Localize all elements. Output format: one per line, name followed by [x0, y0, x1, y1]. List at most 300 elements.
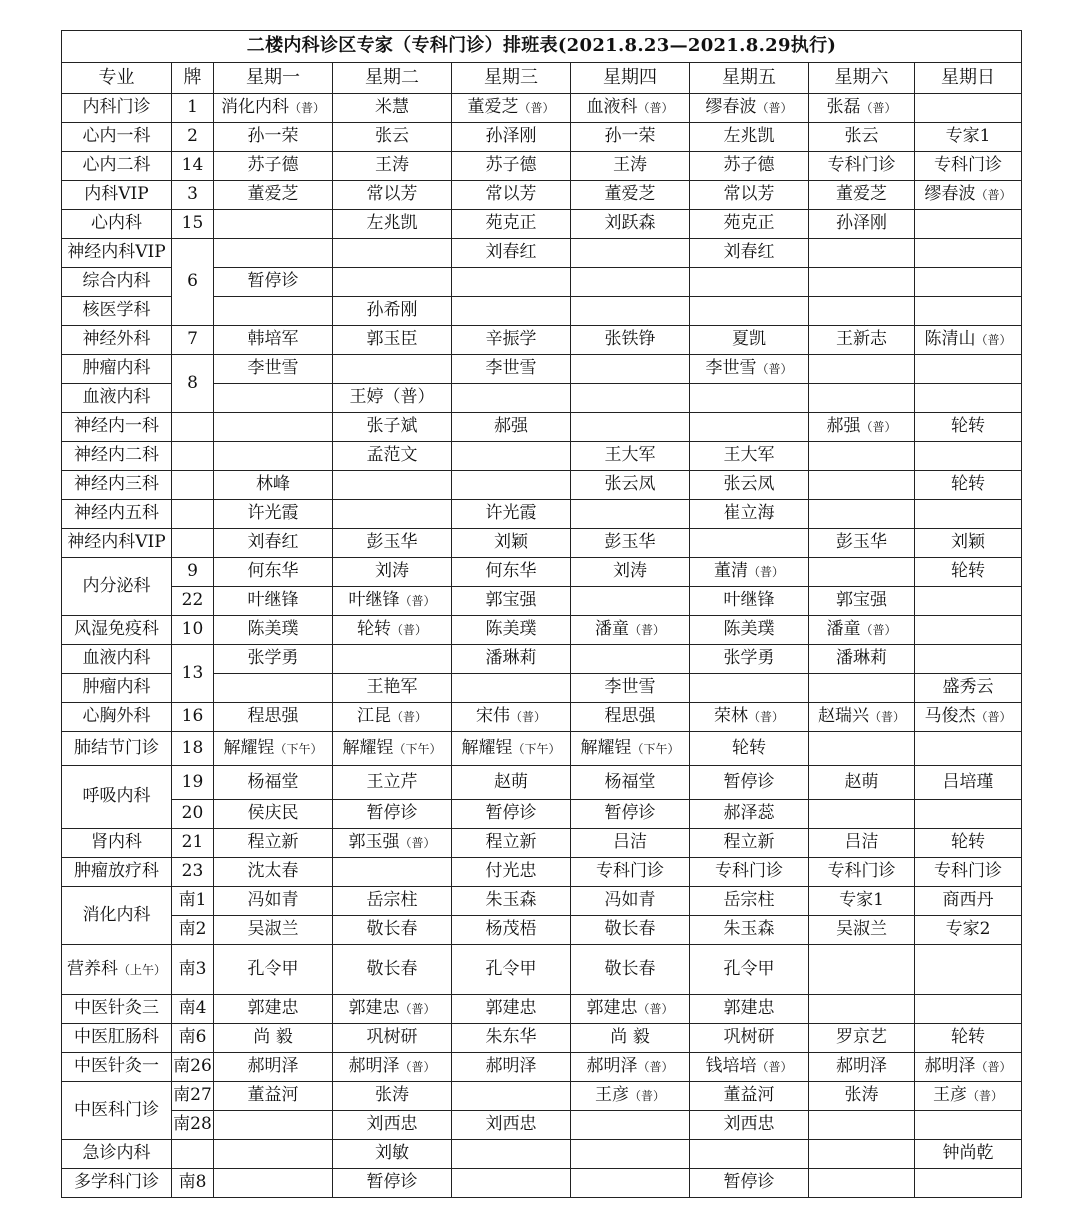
table-cell	[452, 210, 571, 239]
table-cell	[690, 1082, 809, 1111]
cell-text: 侯庆民	[247, 803, 299, 824]
table-cell	[915, 442, 1022, 471]
table-cell	[809, 123, 915, 152]
table-row	[62, 471, 1022, 500]
cell-note: （普）	[860, 623, 897, 638]
cell-text: 暂停诊	[723, 771, 775, 792]
table-cell	[690, 384, 809, 413]
table-cell	[690, 442, 809, 471]
cell-text: 苏子德	[485, 155, 537, 176]
cell-text: 9	[187, 561, 198, 582]
cell-text: 南26	[173, 1056, 212, 1077]
cell-text: 专科门诊	[596, 861, 664, 882]
cell-text: 罗京艺	[836, 1027, 887, 1048]
table-cell	[809, 471, 915, 500]
table-cell	[62, 1024, 172, 1053]
cell-text: 轮转	[951, 416, 985, 437]
cell-text: 刘春红	[247, 532, 299, 553]
table-cell	[571, 829, 690, 858]
cell-text: 刘颖	[951, 532, 985, 553]
table-cell	[172, 645, 214, 703]
table-cell	[809, 995, 915, 1024]
column-header: 专业	[62, 63, 172, 94]
table-cell	[809, 94, 915, 123]
cell-text: 苏子德	[723, 155, 775, 176]
cell-note: （普）	[390, 710, 427, 725]
cell-text: 神经内五科	[74, 503, 159, 524]
table-cell	[333, 995, 452, 1024]
column-header: 星期六	[809, 63, 915, 94]
table-cell	[62, 995, 172, 1024]
table-cell	[214, 529, 333, 558]
table-cell	[62, 616, 172, 645]
table-cell	[452, 500, 571, 529]
cell-text: 钱培培	[705, 1056, 757, 1077]
table-cell	[62, 123, 172, 152]
table-cell	[915, 1111, 1022, 1140]
cell-text: 王涛	[375, 155, 409, 176]
table-row	[62, 732, 1022, 766]
table-cell	[214, 123, 333, 152]
table-cell	[333, 152, 452, 181]
cell-text: 王大军	[723, 445, 775, 466]
table-cell	[62, 442, 172, 471]
cell-text: 轮转	[951, 1027, 985, 1048]
cell-note: （普）	[756, 362, 793, 377]
table-cell	[452, 616, 571, 645]
table-cell	[62, 152, 172, 181]
cell-text: 10	[181, 619, 204, 640]
table-cell	[172, 413, 214, 442]
table-cell	[214, 442, 333, 471]
cell-text: 解耀锃	[342, 737, 394, 758]
table-cell	[690, 529, 809, 558]
cell-text: 缪春波	[705, 97, 757, 118]
table-cell	[333, 1082, 452, 1111]
table-cell	[571, 413, 690, 442]
table-cell	[62, 1082, 172, 1140]
table-cell	[172, 995, 214, 1024]
cell-text: 程立新	[723, 832, 775, 853]
table-cell	[915, 355, 1022, 384]
cell-text: 暂停诊	[247, 271, 299, 292]
cell-text: 敬长春	[604, 919, 656, 940]
table-cell	[62, 766, 172, 829]
cell-text: 叶继锋	[247, 590, 299, 611]
cell-text: 常以芳	[366, 184, 418, 205]
cell-text: 13	[181, 662, 204, 683]
table-cell	[809, 829, 915, 858]
table-row	[62, 1140, 1022, 1169]
cell-text: 常以芳	[485, 184, 537, 205]
cell-text: 吕培瑾	[942, 771, 994, 792]
cell-text: 孟范文	[366, 445, 418, 466]
cell-text: 荣林	[713, 706, 748, 727]
table-cell	[452, 1140, 571, 1169]
table-cell	[172, 766, 214, 800]
table-cell	[214, 995, 333, 1024]
cell-text: 叶继锋	[723, 590, 775, 611]
cell-text: 米慧	[375, 97, 409, 118]
table-cell	[62, 674, 172, 703]
table-cell	[915, 945, 1022, 995]
table-cell	[172, 1140, 214, 1169]
table-cell	[915, 152, 1022, 181]
cell-text: 消化内科	[82, 904, 151, 925]
table-cell	[571, 995, 690, 1024]
table-cell	[333, 210, 452, 239]
cell-text: 3	[187, 184, 198, 205]
cell-text: 心内二科	[82, 155, 151, 176]
table-cell	[690, 916, 809, 945]
table-cell	[915, 1082, 1022, 1111]
table-cell	[571, 1082, 690, 1111]
table-cell	[690, 181, 809, 210]
cell-text: 吴淑兰	[836, 919, 887, 940]
table-cell	[809, 1053, 915, 1082]
table-cell	[214, 1082, 333, 1111]
table-cell	[690, 858, 809, 887]
table-cell	[333, 326, 452, 355]
cell-note: （普）	[637, 1060, 674, 1075]
table-cell	[333, 1053, 452, 1082]
table-cell	[571, 616, 690, 645]
table-cell	[690, 616, 809, 645]
table-cell	[809, 355, 915, 384]
table-cell	[809, 887, 915, 916]
table-cell	[915, 500, 1022, 529]
cell-text: 神经内三科	[74, 474, 159, 495]
cell-note: （普）	[975, 188, 1012, 203]
cell-text: 岳宗柱	[723, 890, 775, 911]
cell-text: 内科门诊	[82, 97, 151, 118]
cell-text: 专科门诊	[934, 861, 1002, 882]
cell-text: 董益河	[247, 1085, 299, 1106]
table-cell	[172, 123, 214, 152]
table-cell	[452, 1082, 571, 1111]
cell-note: （普）	[288, 101, 325, 116]
cell-text: 神经外科	[82, 329, 151, 350]
cell-text: 王涛	[613, 155, 647, 176]
table-cell	[214, 674, 333, 703]
cell-text: 常以芳	[723, 184, 775, 205]
cell-text: 张涛	[375, 1085, 409, 1106]
cell-text: 赵萌	[494, 771, 528, 792]
table-cell	[62, 355, 172, 384]
cell-text: 王彦	[594, 1085, 629, 1106]
column-header: 星期三	[452, 63, 571, 94]
table-cell	[214, 500, 333, 529]
table-cell	[333, 442, 452, 471]
cell-text: 郝明泽	[924, 1056, 976, 1077]
cell-text: 李世雪	[705, 358, 757, 379]
table-cell	[809, 858, 915, 887]
table-cell	[172, 1111, 214, 1140]
table-cell	[452, 413, 571, 442]
table-cell	[62, 645, 172, 674]
table-cell	[915, 413, 1022, 442]
table-cell	[809, 1082, 915, 1111]
cell-note: （普）	[860, 420, 897, 435]
cell-text: 王婷（普）	[349, 387, 435, 408]
cell-note: （上午）	[117, 962, 166, 977]
cell-note: （普）	[628, 1089, 665, 1104]
table-cell	[214, 1053, 333, 1082]
cell-text: 叶继锋	[348, 590, 400, 611]
cell-text: 孔令甲	[247, 958, 299, 979]
cell-text: 赵瑞兴	[817, 706, 869, 727]
table-cell	[333, 239, 452, 268]
cell-text: 肺结节门诊	[74, 737, 159, 758]
table-cell	[172, 558, 214, 587]
cell-text: 潘童	[594, 619, 629, 640]
table-cell	[333, 587, 452, 616]
table-cell	[690, 94, 809, 123]
cell-text: 何东华	[247, 561, 299, 582]
table-cell	[690, 732, 809, 766]
table-cell	[915, 732, 1022, 766]
table-cell	[172, 181, 214, 210]
table-cell	[214, 1169, 333, 1198]
cell-text: 敬长春	[604, 958, 656, 979]
cell-text: 暂停诊	[485, 803, 537, 824]
cell-text: 朱玉森	[723, 919, 775, 940]
table-row	[62, 829, 1022, 858]
table-cell	[333, 887, 452, 916]
schedule-table	[61, 30, 1022, 1198]
table-cell	[333, 645, 452, 674]
cell-text: 内科VIP	[84, 184, 149, 205]
cell-note: （下午）	[393, 741, 442, 756]
table-cell	[172, 1053, 214, 1082]
cell-text: 核医学科	[82, 300, 151, 321]
table-cell	[172, 471, 214, 500]
table-cell	[172, 916, 214, 945]
table-cell	[690, 945, 809, 995]
cell-text: 王新志	[836, 329, 887, 350]
cell-text: 巩树研	[723, 1027, 775, 1048]
cell-text: 14	[181, 155, 204, 176]
table-cell	[214, 887, 333, 916]
table-cell	[809, 945, 915, 995]
cell-text: 韩培军	[247, 329, 299, 350]
cell-text: 郝强	[826, 416, 861, 437]
cell-note: （普）	[399, 1002, 436, 1017]
cell-text: 张涛	[844, 1085, 879, 1106]
table-cell	[214, 945, 333, 995]
table-cell	[214, 413, 333, 442]
cell-text: 暂停诊	[723, 1172, 775, 1193]
table-cell	[809, 384, 915, 413]
cell-note: （普）	[975, 710, 1012, 725]
cell-text: 孙一荣	[604, 126, 656, 147]
cell-text: 王大军	[604, 445, 656, 466]
table-cell	[571, 152, 690, 181]
table-cell	[214, 268, 333, 297]
table-row	[62, 587, 1022, 616]
cell-text: 南2	[178, 919, 207, 940]
cell-text: 郭建忠	[247, 998, 299, 1019]
cell-text: 董爱芝	[247, 184, 299, 205]
table-cell	[214, 829, 333, 858]
table-cell	[915, 558, 1022, 587]
table-cell	[172, 800, 214, 829]
schedule-sheet	[61, 30, 1021, 1198]
table-cell	[809, 674, 915, 703]
table-cell	[915, 587, 1022, 616]
cell-text: 神经内科VIP	[67, 532, 166, 553]
table-cell	[571, 1024, 690, 1053]
table-cell	[333, 800, 452, 829]
table-cell	[172, 500, 214, 529]
table-cell	[571, 945, 690, 995]
cell-text: 苑克正	[485, 213, 537, 234]
cell-text: 董爱芝	[467, 97, 519, 118]
cell-text: 彭玉华	[836, 532, 887, 553]
table-cell	[915, 1053, 1022, 1082]
cell-text: 专科门诊	[715, 861, 783, 882]
table-cell	[452, 703, 571, 732]
table-cell	[62, 1140, 172, 1169]
cell-note: （普）	[390, 623, 427, 638]
table-cell	[690, 887, 809, 916]
table-cell	[214, 1140, 333, 1169]
table-row	[62, 766, 1022, 800]
table-cell	[452, 558, 571, 587]
table-cell	[571, 674, 690, 703]
cell-note: （普）	[860, 101, 897, 116]
cell-text: 南27	[173, 1085, 212, 1106]
table-cell	[333, 829, 452, 858]
table-row	[62, 529, 1022, 558]
cell-text: 张学勇	[247, 648, 299, 669]
cell-text: 郭建忠	[586, 998, 638, 1019]
cell-text: 中医科门诊	[74, 1099, 159, 1120]
column-header: 星期日	[915, 63, 1022, 94]
table-cell	[571, 297, 690, 326]
table-cell	[214, 210, 333, 239]
table-cell	[214, 732, 333, 766]
table-cell	[452, 587, 571, 616]
table-row	[62, 1024, 1022, 1053]
cell-note: （下午）	[512, 741, 561, 756]
cell-text: 肿瘤放疗科	[74, 861, 159, 882]
cell-text: 神经内一科	[74, 416, 159, 437]
table-cell	[571, 94, 690, 123]
cell-text: 陈清山	[924, 329, 976, 350]
table-cell	[809, 916, 915, 945]
table-row	[62, 355, 1022, 384]
cell-text: 郭宝强	[836, 590, 887, 611]
table-row	[62, 239, 1022, 268]
table-cell	[62, 500, 172, 529]
table-cell	[172, 732, 214, 766]
cell-text: 急诊内科	[82, 1143, 151, 1164]
table-cell	[214, 703, 333, 732]
table-cell	[333, 1169, 452, 1198]
table-cell	[333, 500, 452, 529]
cell-text: 23	[181, 861, 204, 882]
table-cell	[915, 210, 1022, 239]
table-cell	[62, 1169, 172, 1198]
table-cell	[915, 829, 1022, 858]
table-row	[62, 858, 1022, 887]
cell-text: 李世雪	[485, 358, 537, 379]
table-cell	[214, 384, 333, 413]
table-cell	[333, 732, 452, 766]
table-cell	[62, 239, 172, 268]
table-row	[62, 1053, 1022, 1082]
table-cell	[809, 703, 915, 732]
cell-note: （普）	[637, 1002, 674, 1017]
table-cell	[452, 674, 571, 703]
table-row	[62, 326, 1022, 355]
cell-text: 张学勇	[723, 648, 775, 669]
cell-text: 郝强	[494, 416, 528, 437]
cell-text: 彭玉华	[366, 532, 418, 553]
table-cell	[809, 1169, 915, 1198]
cell-text: 19	[181, 771, 204, 792]
table-row	[62, 645, 1022, 674]
table-row	[62, 558, 1022, 587]
cell-text: 轮转	[732, 737, 766, 758]
table-cell	[915, 645, 1022, 674]
cell-text: 许光霞	[485, 503, 537, 524]
table-cell	[62, 94, 172, 123]
table-cell	[809, 529, 915, 558]
cell-text: 许光霞	[247, 503, 299, 524]
cell-text: 轮转	[951, 832, 985, 853]
table-cell	[452, 442, 571, 471]
cell-text: 神经内科VIP	[67, 242, 166, 263]
table-cell	[809, 239, 915, 268]
table-cell	[333, 268, 452, 297]
table-cell	[452, 1053, 571, 1082]
cell-text: 王艳军	[366, 677, 418, 698]
cell-text: 解耀锃	[580, 737, 632, 758]
cell-text: 敬长春	[366, 958, 418, 979]
table-cell	[690, 558, 809, 587]
table-cell	[62, 858, 172, 887]
cell-text: 商西丹	[942, 890, 994, 911]
cell-text: 郝明泽	[348, 1056, 400, 1077]
cell-text: 张云凤	[604, 474, 656, 495]
cell-text: 21	[181, 832, 204, 853]
cell-text: 董益河	[723, 1085, 775, 1106]
table-cell	[214, 645, 333, 674]
table-cell	[915, 1169, 1022, 1198]
table-cell	[915, 858, 1022, 887]
cell-text: 岳宗柱	[366, 890, 418, 911]
table-cell	[333, 766, 452, 800]
table-cell	[571, 766, 690, 800]
table-cell	[214, 1111, 333, 1140]
cell-text: 解耀锃	[461, 737, 513, 758]
table-row	[62, 442, 1022, 471]
table-cell	[690, 674, 809, 703]
cell-text: 王立芹	[366, 771, 418, 792]
table-cell	[452, 1169, 571, 1198]
cell-text: 冯如青	[247, 890, 299, 911]
cell-text: 郭宝强	[485, 590, 537, 611]
cell-text: 郭玉臣	[366, 329, 418, 350]
table-cell	[915, 529, 1022, 558]
table-cell	[214, 766, 333, 800]
table-row	[62, 94, 1022, 123]
table-cell	[214, 858, 333, 887]
table-cell	[571, 384, 690, 413]
cell-text: 18	[181, 737, 204, 758]
